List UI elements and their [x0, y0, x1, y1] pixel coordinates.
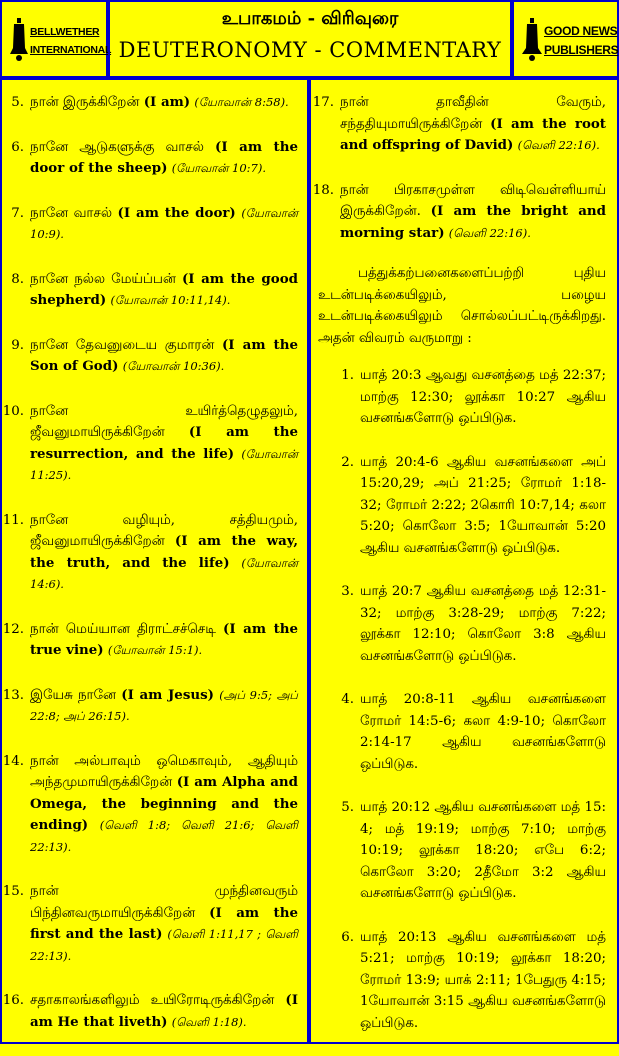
comparison-text: யாத் 20:8-11 ஆகிய வசனங்களை ரோமர் 14:5-6; கலா 4:9-10; கொலோ 2:14-17 ஆகிய வசனங்களோடு ஒப்பிடுக.: [360, 692, 606, 772]
item-english-text: (I am): [143, 94, 191, 110]
item-number: 5.: [341, 800, 354, 815]
list-item: [312, 92, 606, 157]
item-tamil-text: சதாகாலங்களிலும் உயிரோடிருக்கிறேன்: [30, 993, 275, 1008]
item-reference: (வெளி 1:11,17 ; வெளி 22:13).: [30, 927, 298, 963]
column-divider: [307, 78, 311, 1044]
right-lower-column: [318, 263, 606, 1056]
list-item: [312, 180, 606, 245]
comparison-item: [341, 581, 606, 667]
item-number: 8.: [11, 271, 24, 287]
item-tamil-text: நானே ஆடுகளுக்கு வாசல்: [30, 139, 204, 155]
item-number: 3.: [341, 584, 354, 599]
item-tamil-text: நானே உயிர்த்தெழுதலும், ஜீவனுமாயிருக்கிறேன்: [30, 403, 298, 440]
item-number: 2.: [341, 454, 354, 470]
item-english-text: (I am the good shepherd): [30, 270, 298, 308]
item-number: 6.: [11, 139, 24, 155]
item-reference: (யோவான் 8:58).: [194, 95, 289, 109]
left-column: [2, 92, 299, 1056]
item-english-text: (I am the first and the last): [30, 904, 298, 942]
item-number: 18.: [312, 182, 334, 198]
item-reference: (வெளி 22:16).: [517, 138, 600, 152]
item-number: 1.: [341, 368, 354, 383]
item-reference: (யோவான் 10:11,14).: [110, 293, 231, 307]
item-tamil-text: நானே வழியும், சத்தியமும், ஜீவனுமாயிருக்கிறேன்: [30, 512, 298, 549]
item-reference: (அப் 9:5; அப் 22:8; அப் 26:15).: [30, 687, 298, 723]
item-number: 14.: [2, 753, 24, 769]
right-column: [312, 92, 606, 267]
logo-left-line1: BELLWETHER: [30, 26, 100, 38]
item-reference: (யோவான் 10:36).: [122, 359, 225, 373]
list-item: [11, 137, 298, 180]
good-news-logo: [512, 0, 619, 78]
item-reference: (வெளி 22:16).: [448, 225, 531, 240]
item-number: 10.: [2, 403, 24, 419]
list-item: [2, 619, 299, 662]
comparison-text: யாத் 20:13 ஆகிய வசனங்களை மத் 5:21; மாற்கு 10:19; லூக்கா 18:20; ரோமர் 13:9; யாக் 2:11; 1பேதுரு 4:15; 1யோவான் 3:15 ஆகிய வசனங்களோடு ஒப்பிடுக.: [360, 929, 606, 1031]
item-tamil-text: நானே தேவனுடைய குமாரன்: [30, 337, 215, 353]
item-tamil-text: நான் அல்பாவும் ஒமெகாவும், ஆதியும் அந்தமுமாயிருக்கிறேன்: [30, 753, 298, 790]
item-english-text: (I am the door of the sheep): [30, 138, 298, 176]
item-english-text: (I am the resurrection, and the life): [30, 424, 298, 462]
item-reference: (யோவான் 10:9).: [30, 205, 298, 241]
page-header: [0, 0, 619, 78]
comparison-text: யாத் 20:3 ஆவது வசனத்தை மத் 22:37; மாற்கு 12:30; லூக்கா 10:27 ஆகிய வசனங்களோடு ஒப்பிடுக.: [360, 368, 606, 426]
item-number: 5.: [11, 95, 24, 110]
item-number: 13.: [2, 687, 24, 703]
item-reference: (யோவான் 10:7).: [171, 161, 266, 175]
item-tamil-text: இயேசு நானே: [30, 687, 117, 703]
item-reference: (யோவான் 11:25).: [30, 446, 298, 482]
comparison-text: யாத் 20:12 ஆகிய வசனங்களை மத் 15: 4; மத் 19:19; மாற்கு 7:10; மாற்கு 10:19; லூக்கா 18:20; எபே 6:2; கொலோ 3:20; 2தீமோ 3:2 ஆகிய வசனங்களோடு ஒப்பிடுக.: [360, 800, 606, 901]
item-english-text: (I am He that liveth): [30, 992, 298, 1030]
item-english-text: (I am Alpha and Omega, the beginning and the ending): [30, 774, 298, 833]
item-tamil-text: நான் இருக்கிறேன்: [30, 95, 140, 110]
item-number: 16.: [2, 993, 24, 1008]
logo-right-line2: PUBLISHERS: [544, 43, 619, 57]
comparison-list: [318, 365, 606, 1034]
item-tamil-text: நானே நல்ல மேய்ப்பன்: [30, 271, 176, 287]
list-item: [2, 881, 298, 967]
item-english-text: (I am the true vine): [30, 620, 299, 658]
list-item: [2, 401, 298, 487]
item-number: 6.: [341, 929, 354, 945]
item-reference: (வெளி 1:18).: [171, 1014, 247, 1029]
list-item: [2, 510, 299, 596]
item-english-text: (I am the way, the truth, and the life): [30, 533, 298, 571]
item-number: 7.: [11, 205, 24, 221]
item-number: 12.: [2, 621, 24, 637]
comparison-item: [341, 452, 606, 560]
page-title-english: DEUTERONOMY - COMMENTARY: [118, 38, 502, 62]
intro-paragraph: பத்துக்கற்பனைகளைப்பற்றி புதிய உடன்படிக்கையிலும், பழைய உடன்படிக்கையிலும் சொல்லப்பட்டிருக்கிறது. அதன் விவரம் வருமாறு :: [318, 266, 606, 346]
comparison-item: [341, 689, 606, 775]
comparison-item: [341, 797, 606, 905]
comparison-text: யாத் 20:7 ஆகிய வசனத்தை மத் 12:31-32; மாற்கு 3:28-29; மாற்கு 7:22; லூக்கா 12:10; கொலோ 3:8 ஆகிய வசனங்களோடு ஒப்பிடுக.: [360, 584, 606, 664]
logo-right-line1: GOOD NEWS: [544, 24, 618, 38]
title-box: [108, 0, 512, 78]
bellwether-bell-icon: [10, 18, 28, 62]
item-english-text: (I am the Son of God): [30, 336, 298, 374]
item-tamil-text: நான் பிரகாசமுள்ள விடிவெள்ளியாய் இருக்கிறேன்.: [340, 182, 606, 219]
list-item: [2, 751, 298, 859]
list-item: [2, 990, 298, 1033]
comparison-item: [341, 927, 606, 1035]
list-item: [11, 203, 298, 246]
list-item: [11, 335, 298, 378]
item-reference: (யோவான் 15:1).: [107, 643, 203, 657]
comparison-item: [341, 365, 606, 430]
item-number: 17.: [312, 95, 334, 110]
item-number: 9.: [11, 337, 24, 353]
item-tamil-text: நான் தாவீதின் வேரும், சந்ததியுமாயிருக்கிறேன்: [340, 95, 606, 132]
page-title-tamil: உபாகமம் - விரிவுரை: [221, 8, 399, 29]
list-item: [11, 269, 298, 312]
item-english-text: (I am the root and offspring of David): [340, 115, 606, 153]
item-number: 4.: [341, 692, 354, 707]
item-reference: (வெளி 1:8; வெளி 21:6; வெளி 22:13).: [30, 818, 298, 854]
item-english-text: (I am Jesus): [121, 686, 214, 703]
item-english-text: (I am the bright and morning star): [340, 203, 606, 241]
logo-left-line2: INTERNATIONAL: [30, 44, 112, 56]
item-tamil-text: நானே வாசல்: [30, 205, 112, 221]
item-reference: (யோவான் 14:6).: [30, 555, 299, 591]
list-item: [11, 92, 298, 114]
list-item: [2, 685, 298, 728]
item-tamil-text: நான் மெய்யான திராட்சச்செடி: [30, 621, 216, 637]
item-number: 15.: [2, 884, 24, 899]
item-number: 11.: [2, 512, 24, 528]
item-tamil-text: நான் முந்தினவரும் பிந்தினவருமாயிருக்கிறேன்: [30, 884, 298, 921]
bell-icon: [522, 18, 542, 62]
comparison-text: யாத் 20:4-6 ஆகிய வசனங்களை அப் 15:20,29; அப் 21:25; ரோமர் 1:18-32; ரோமர் 2:22; 2கொரி 10:7,14; கலா 5:20; கொலோ 3:5; 1யோவான் 5:20 ஆகிய வசனங்களோடு ஒப்பிடுக.: [360, 454, 606, 556]
bellwether-logo: [0, 0, 112, 78]
item-english-text: (I am the door): [117, 204, 236, 221]
